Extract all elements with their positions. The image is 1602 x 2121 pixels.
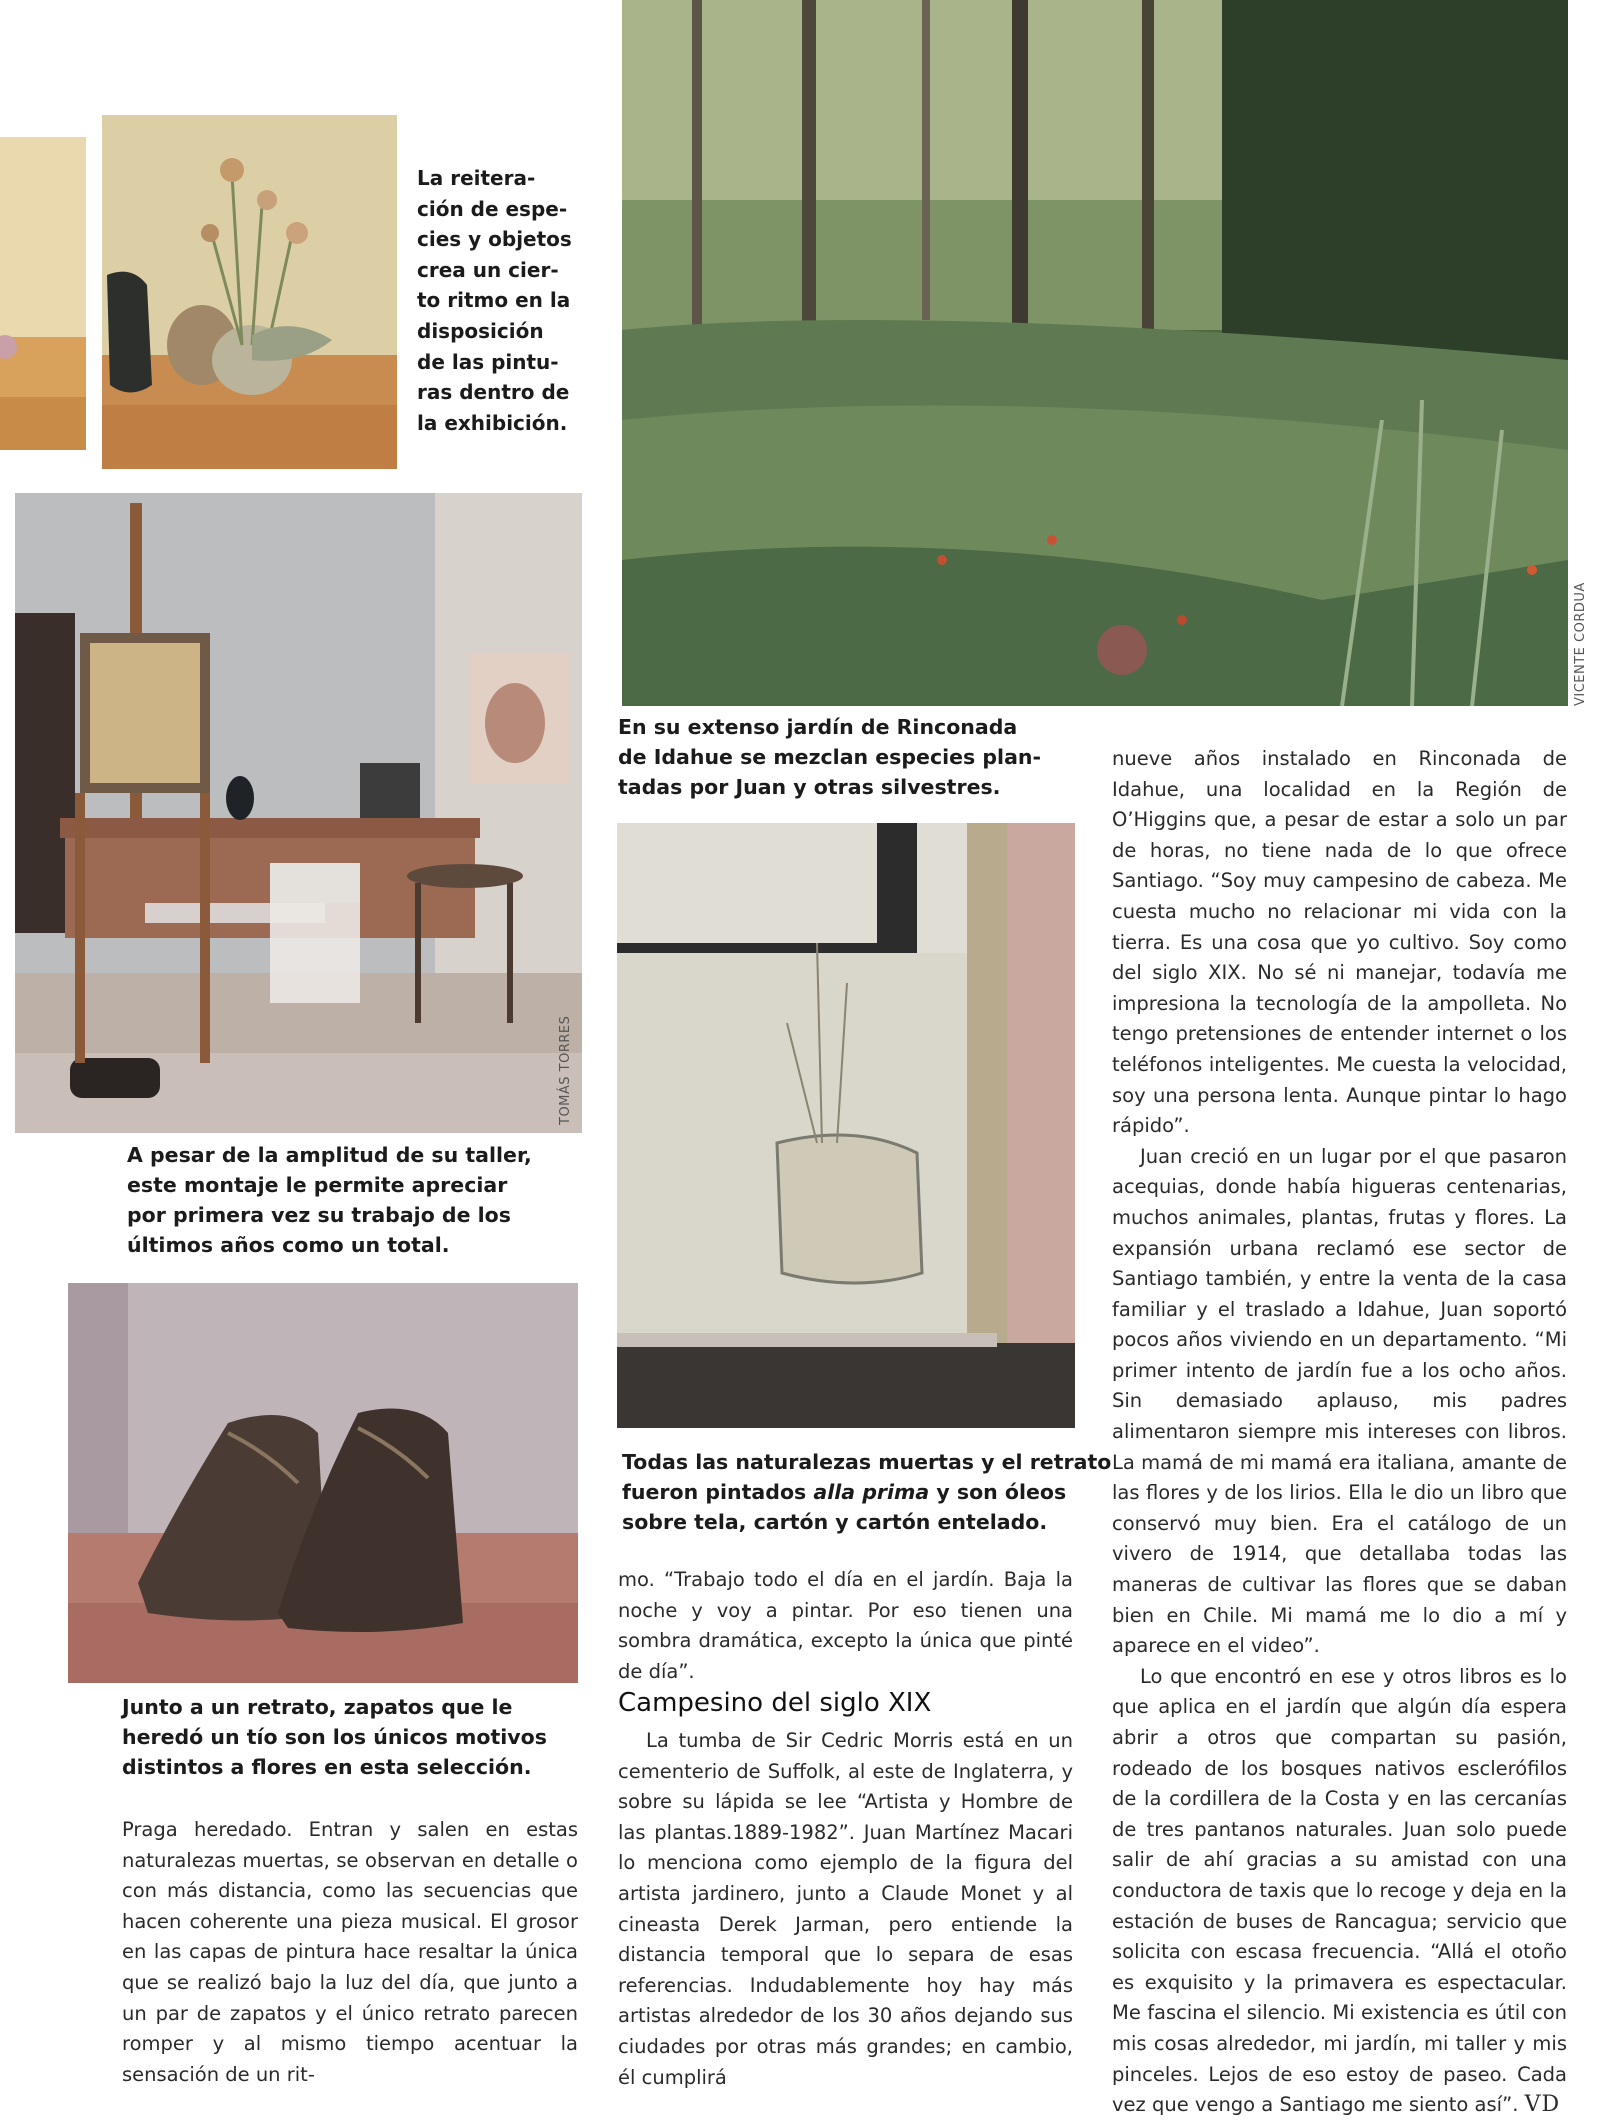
caption-line: de las pintu- bbox=[417, 349, 559, 374]
painting-glass-pitcher bbox=[617, 823, 1075, 1428]
caption-text: y son óleos bbox=[929, 1480, 1067, 1504]
paragraph: mo. “Trabajo todo el día en el jardín. Baja la noche y voy a pintar. Por eso tienen una sombra dramática, excepto la única que pinté de día”. bbox=[618, 1568, 1073, 1683]
caption-line bbox=[622, 1477, 1111, 1507]
left-column-text bbox=[122, 1815, 578, 2090]
caption-line: este montaje le permite apreciar bbox=[127, 1173, 508, 1197]
caption-line: heredó un tío son los únicos motivos bbox=[122, 1725, 547, 1749]
painting-flowers-vase bbox=[102, 115, 397, 469]
caption-studio bbox=[127, 1140, 532, 1260]
painting-shoes bbox=[68, 1283, 578, 1683]
caption-line: cies y objetos bbox=[417, 227, 572, 252]
paragraph bbox=[1112, 1662, 1567, 2121]
painting-partial-left bbox=[0, 137, 86, 450]
caption-shoes bbox=[122, 1692, 547, 1782]
paragraph: nueve años instalado en Rinconada de Idahue, una localidad en la Región de O’Higgins que, a pesar de estar a solo un par de horas, no tiene nada de lo que ofrece Santiago. “Soy muy campesino de cabeza. Me cuesta mucho no relacionar mi vida con la tierra. Es una cosa que yo cultivo. Soy como del siglo XIX. No sé ni manejar, todavía me impresiona la tecnología de la ampolleta. No tengo pretensiones de entender internet o los teléfonos inteligentes. Me cuesta la velocidad, soy una persona lenta. Aunque pintar lo hago rápido”. bbox=[1112, 747, 1567, 1138]
section-heading: Campesino del siglo XIX bbox=[618, 1688, 932, 1718]
caption-line: ción de espe- bbox=[417, 196, 568, 221]
signature: VD bbox=[1524, 2092, 1561, 2118]
caption-line: ras dentro de bbox=[417, 380, 570, 405]
middle-column-text bbox=[618, 1565, 1073, 1687]
paragraph-text: Lo que encontró en ese y otros libros es lo que aplica en el jardín que algún día espera abrir a otros que compartan su pasión, rodeado de los bosques nativos esclerófilos de la cordillera de la Costa y en las cercanías de tres pantanos naturales. Juan solo puede salir de ahí gracias a su amistad con una conductora de taxis que lo recoge y deja en la estación de buses de Rancagua; servicio que solicita con escasa frecuencia. “Allá el otoño es exquisito y la primavera es espectacular. Me fascina el silencio. Mi existencia es útil con mis cosas alrededor, mi jardín, mi taller y mis pinceles. Lejos de eso estoy de paseo. Cada vez que vengo a Santiago me siento así”. bbox=[1112, 1664, 1567, 2117]
caption-rhythm bbox=[417, 163, 572, 438]
caption-line: to ritmo en la bbox=[417, 288, 571, 313]
caption-line: La reitera- bbox=[417, 166, 536, 190]
paragraph: La tumba de Sir Cedric Morris está en un cementerio de Suffolk, al este de Inglaterra, y sobre su lápida se lee “Artista y Hombre de las plantas.1889-1982”. Juan Martínez Macari lo menciona como ejemplo de la figura del artista jardinero, junto a Claude Monet y al cineasta Derek Jarman, pero entiende la distancia temporal que lo separa de esas referencias. Indudablemente hoy hay más artistas alrededor de los 30 años dejando sus ciudades por otras más grandes; en cambio, él cumplirá bbox=[618, 1729, 1073, 2089]
caption-line: crea un cier- bbox=[417, 257, 559, 282]
caption-line: Todas las naturalezas muertas y el retrato bbox=[622, 1450, 1112, 1474]
caption-line: de Idahue se mezclan especies plan- bbox=[618, 745, 1042, 769]
caption-line: Junto a un retrato, zapatos que le bbox=[122, 1695, 513, 1719]
caption-line: distintos a flores en esta selección. bbox=[122, 1755, 532, 1779]
right-column-text bbox=[1112, 744, 1567, 2121]
photo-credit-tomas: TOMÁS TORRES bbox=[558, 1015, 573, 1125]
middle-column-text-2 bbox=[618, 1726, 1073, 2093]
caption-text: fueron pintados bbox=[622, 1480, 814, 1504]
caption-garden bbox=[618, 712, 1041, 802]
photo-credit-vicente: VICENTE CORDUA bbox=[1573, 582, 1588, 706]
caption-line: últimos años como un total. bbox=[127, 1233, 450, 1257]
caption-line: por primera vez su trabajo de los bbox=[127, 1203, 511, 1227]
caption-line: la exhibición. bbox=[417, 410, 568, 435]
caption-line: En su extenso jardín de Rinconada bbox=[618, 715, 1018, 739]
caption-still-lifes bbox=[622, 1447, 1111, 1537]
caption-emphasis: alla prima bbox=[813, 1480, 930, 1504]
caption-line: disposición bbox=[417, 318, 544, 343]
caption-line: tadas por Juan y otras silvestres. bbox=[618, 775, 1001, 799]
garden-photo bbox=[622, 0, 1568, 706]
caption-line: sobre tela, cartón y cartón entelado. bbox=[622, 1510, 1048, 1534]
paragraph: Praga heredado. Entran y salen en estas naturalezas muertas, se observan en detalle o con más distancia, como las secuencias que hacen coherente una pieza musical. El grosor en las capas de pintura hace resaltar la única que se realizó bajo la luz del día, que junto a un par de zapatos y el único retrato parecen romper y al mismo tiempo acentuar la sensación de un rit- bbox=[122, 1818, 578, 2086]
caption-line: A pesar de la amplitud de su taller, bbox=[127, 1143, 532, 1167]
studio-photo bbox=[15, 493, 582, 1133]
paragraph: Juan creció en un lugar por el que pasaron acequias, donde había higueras centenarias, muchos animales, plantas, frutas y flores. La expansión urbana reclamó ese sector de Santiago también, y entre la venta de la casa familiar y el traslado a Idahue, Juan soportó pocos años viviendo en un departamento. “Mi primer intento de jardín fue a los ocho años. Sin demasiado aplauso, mis padres alimentaron siempre mis intereses con libros. La mamá de mi mamá era italiana, amante de las flores y de los lirios. Ella le dio un libro que conservó muy bien. Era el catálogo de un vivero de 1914, que detallaba todas las maneras de cultivar las flores que se daban bien en Chile. Mi mamá me lo dio a mí y aparece en el video”. bbox=[1112, 1144, 1567, 1658]
